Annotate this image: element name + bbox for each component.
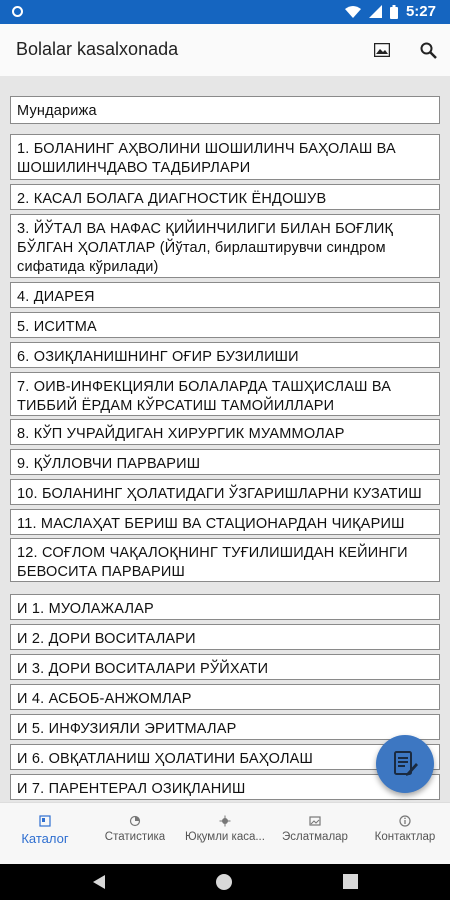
list-item[interactable]: 9. ҚЎЛЛОВЧИ ПАРВАРИШ bbox=[10, 449, 440, 475]
list-item[interactable]: 1. БОЛАНИНГ АҲВОЛИНИ ШОШИЛИНЧ БАҲОЛАШ ВА ШОШИЛИНЧДАВО ТАДБИРЛАРИ bbox=[10, 134, 440, 180]
nav-label: Каталог bbox=[21, 831, 69, 846]
notes-icon bbox=[309, 815, 321, 827]
note-edit-icon bbox=[390, 749, 420, 779]
list-item[interactable]: И 1. МУОЛАЖАЛАР bbox=[10, 594, 440, 620]
wifi-icon bbox=[345, 6, 361, 18]
list-item[interactable]: 12. СОҒЛОМ ЧАҚАЛОҚНИНГ ТУҒИЛИШИДАН КЕЙИНГИ БЕВОСИТА ПАРВАРИШ bbox=[10, 538, 440, 582]
app-bar bbox=[0, 24, 450, 76]
signal-icon bbox=[369, 5, 382, 18]
info-icon bbox=[399, 815, 411, 827]
list-item[interactable]: 7. ОИВ-ИНФЕКЦИЯЛИ БОЛАЛАРДА ТАШҲИСЛАШ ВА ТИББИЙ ЁРДАМ КЎРСАТИШ ТАМОЙИЛЛАРИ bbox=[10, 372, 440, 416]
list-item[interactable]: 11. МАСЛАҲАТ БЕРИШ ВА СТАЦИОНАРДАН ЧИҚАРИШ bbox=[10, 509, 440, 535]
list-item[interactable]: И 3. ДОРИ ВОСИТАЛАРИ РЎЙХАТИ bbox=[10, 654, 440, 680]
recents-icon[interactable] bbox=[343, 874, 358, 894]
back-icon[interactable] bbox=[92, 874, 106, 895]
virus-icon bbox=[219, 815, 231, 827]
nav-label: Юқумли каса... bbox=[185, 831, 265, 843]
system-navigation-bar bbox=[0, 864, 450, 900]
nav-label: Контактлар bbox=[374, 831, 436, 843]
catalog-icon bbox=[39, 815, 51, 827]
chart-icon bbox=[129, 815, 141, 827]
app-title: Bolalar kasalxonada bbox=[16, 39, 179, 59]
list-item[interactable]: 3. ЙЎТАЛ ВА НАФАС ҚИЙИНЧИЛИГИ БИЛАН БОҒЛИҚ БЎЛГАН ҲОЛАТЛАР (Йўтал, бирлаштирувчи синдром сифатида кўрилади) bbox=[10, 214, 440, 278]
list-item[interactable]: 2. КАСАЛ БОЛАГА ДИАГНОСТИК ЁНДОШУВ bbox=[10, 184, 440, 210]
nav-contacts[interactable] bbox=[360, 803, 450, 864]
list-item[interactable]: И 4. АСБОБ-АНЖОМЛАР bbox=[10, 684, 440, 710]
bottom-navigation bbox=[0, 802, 450, 864]
list-item[interactable]: 10. БОЛАНИНГ ҲОЛАТИДАГИ ЎЗГАРИШЛАРНИ КУЗАТИШ bbox=[10, 479, 440, 505]
image-icon[interactable] bbox=[370, 38, 394, 62]
list-item[interactable]: И 2. ДОРИ ВОСИТАЛАРИ bbox=[10, 624, 440, 650]
list-item[interactable]: И 5. ИНФУЗИЯЛИ ЭРИТМАЛАР bbox=[10, 714, 440, 740]
nav-catalog[interactable] bbox=[0, 803, 90, 864]
status-time: 5:27 bbox=[405, 3, 436, 20]
status-bar bbox=[0, 0, 450, 24]
nav-infectious[interactable] bbox=[180, 803, 270, 864]
nav-label: Эслатмалар bbox=[282, 831, 348, 843]
list-item[interactable]: 6. ОЗИҚЛАНИШНИНГ ОҒИР БУЗИЛИШИ bbox=[10, 342, 440, 368]
list-item-contents[interactable]: Мундарижа bbox=[10, 96, 440, 124]
list-item[interactable]: 4. ДИАРЕЯ bbox=[10, 282, 440, 308]
list-item[interactable]: 8. КЎП УЧРАЙДИГАН ХИРУРГИК МУАММОЛАР bbox=[10, 419, 440, 445]
list-item[interactable]: И 6. ОВҚАТЛАНИШ ҲОЛАТИНИ БАҲОЛАШ bbox=[10, 744, 440, 770]
nav-label: Статистика bbox=[104, 831, 166, 843]
notification-icon bbox=[12, 6, 23, 17]
catalog-list bbox=[0, 76, 450, 802]
search-icon[interactable] bbox=[416, 38, 440, 62]
note-edit-button[interactable] bbox=[376, 735, 434, 793]
list-item[interactable]: 5. ИСИТМА bbox=[10, 312, 440, 338]
list-item[interactable]: И 7. ПАРЕНТЕРАЛ ОЗИҚЛАНИШ bbox=[10, 774, 440, 800]
home-icon[interactable] bbox=[215, 873, 233, 896]
battery-icon bbox=[390, 5, 398, 19]
nav-notes[interactable] bbox=[270, 803, 360, 864]
nav-statistics[interactable] bbox=[90, 803, 180, 864]
